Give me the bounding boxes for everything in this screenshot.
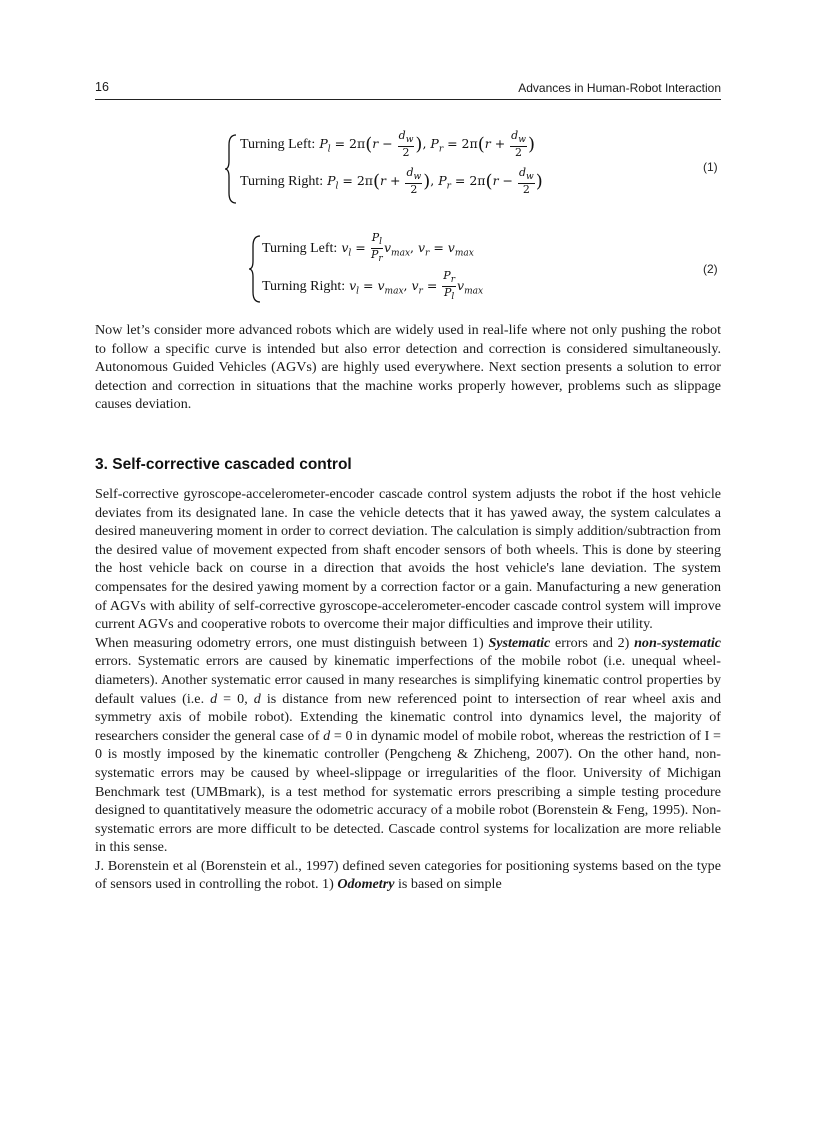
paragraph-2-text: errors. Systematic errors are caused by kinematic imperfections of the mobile robot (i.e. unequal wheel-diameters). Another systematic error caused in many researches is simplifying kinematic control properties by default values (i.e. bbox=[95, 653, 721, 707]
paragraph-2-text: When measuring odometry errors, one must distinguish between 1) bbox=[95, 634, 489, 651]
paragraph-2-text: is distance from new referenced point to intersection of rear wheel axis and symmetry axis of mobile robot). Extending the kinematic control into dynamics level, the majority of researchers consider the general case of bbox=[95, 690, 721, 744]
intro-paragraph-text: Now let’s consider more advanced robots which are widely used in real-life where not only pushing the robot to follow a specific curve is intended but also error detection and correction is considered simultaneously. Autonomous Guided Vehicles (AGVs) are highly used everywhere. Next section presents a solution to error detection and correction in situations that the machine works properly however, problems such as slippage causes deviation. bbox=[95, 322, 721, 413]
paragraph-3-text: J. Borenstein et al (Borenstein et al., 1997) defined seven categories for positioning systems based on the type of sensors used in controlling the robot. 1) bbox=[95, 857, 721, 893]
left-brace-icon bbox=[224, 133, 238, 205]
term-systematic: Systematic bbox=[488, 634, 551, 651]
left-brace-icon bbox=[248, 234, 262, 304]
variable-d: d bbox=[253, 690, 261, 707]
paragraph-1: Self-corrective gyroscope-accelerometer-encoder cascade control system adjusts the robot if the host vehicle deviates from its designated lane. In case the vehicle detects that it has yawed away, the system calculates a desired maneuvering moment in order to correct deviation. The calculation is simply addition/subtraction from the desired value of movement expected from shaft encoder sensors of both wheels. This is done by steering the host vehicle back on course in a direction that avoids the host vehicle's lane deviation. The system compensates for the desired yawing moment by a correction factor or a gain. Manufacturing a new generation of AGVs with ability of self-corrective gyroscope-accelerometer-encoder cascade control system will improve current AGVs and cooperative robots to overcome their major difficulties and improve their utility. bbox=[95, 486, 721, 633]
running-title: Advances in Human-Robot Interaction bbox=[518, 81, 721, 95]
equation-1-number: (1) bbox=[703, 160, 718, 174]
paragraph-3-text: is based on simple bbox=[394, 876, 502, 893]
page-number: 16 bbox=[95, 80, 109, 94]
term-non-systematic: non-systematic bbox=[634, 634, 721, 651]
equation-2-left-line: Turning Left: $v_l$ = $\frac{P_l}{P_r}$ $v_{max}$, $v_r = v_{max}$ bbox=[262, 231, 474, 265]
paragraph-2-text: = 0 in dynamic model of mobile robot, whereas the restriction of I = 0 is mostly imposed by the kinematic controller (Pengcheng & Zhicheng, 2007). On the other hand, non-systematic errors may be caused by wheel-slippage or irregularities of the floor. University of Michigan Benchmark test (UMBmark), is a test method for systematic errors prescribing a simple testing procedure designed to quantitatively measure the odometric accuracy of a mobile robot (Borenstein & Feng, 1995). Non-systematic errors are more difficult to be detected. Cascade control systems for localization are more reliable in this sense. bbox=[95, 727, 721, 856]
paragraph-2-text: errors and 2) bbox=[550, 634, 635, 651]
equation-1-right-line: Turning Right: $P_l = 2\pi(r$ + $\frac{d_w}{2}$ ), $P_r = 2\pi(r$ − $\frac{d_w}{2}$ ) bbox=[240, 166, 543, 197]
section-body bbox=[95, 485, 721, 894]
paragraph-2-text: = 0, bbox=[217, 690, 254, 707]
section-title: 3. Self-corrective cascaded control bbox=[95, 456, 352, 473]
equation-2-number: (2) bbox=[703, 262, 718, 276]
equation-2-right-line: Turning Right: $v_l = v_{max}$, $v_r$ = $\frac{P_r}{P_l}$ $v_{max}$ bbox=[262, 269, 484, 303]
term-odometry: Odometry bbox=[337, 876, 395, 893]
variable-d: d bbox=[210, 690, 218, 707]
intro-paragraph bbox=[95, 321, 721, 414]
paragraph-3 bbox=[95, 857, 721, 894]
page-header bbox=[95, 80, 721, 100]
variable-d: d bbox=[323, 727, 331, 744]
paragraph-2 bbox=[95, 634, 721, 857]
equation-1-left-line: Turning Left: $P_l = 2\pi(r$ − $\frac{d_w}{2}$ ), $P_r = 2\pi(r$ + $\frac{d_w}{2}$ ) bbox=[240, 129, 535, 160]
